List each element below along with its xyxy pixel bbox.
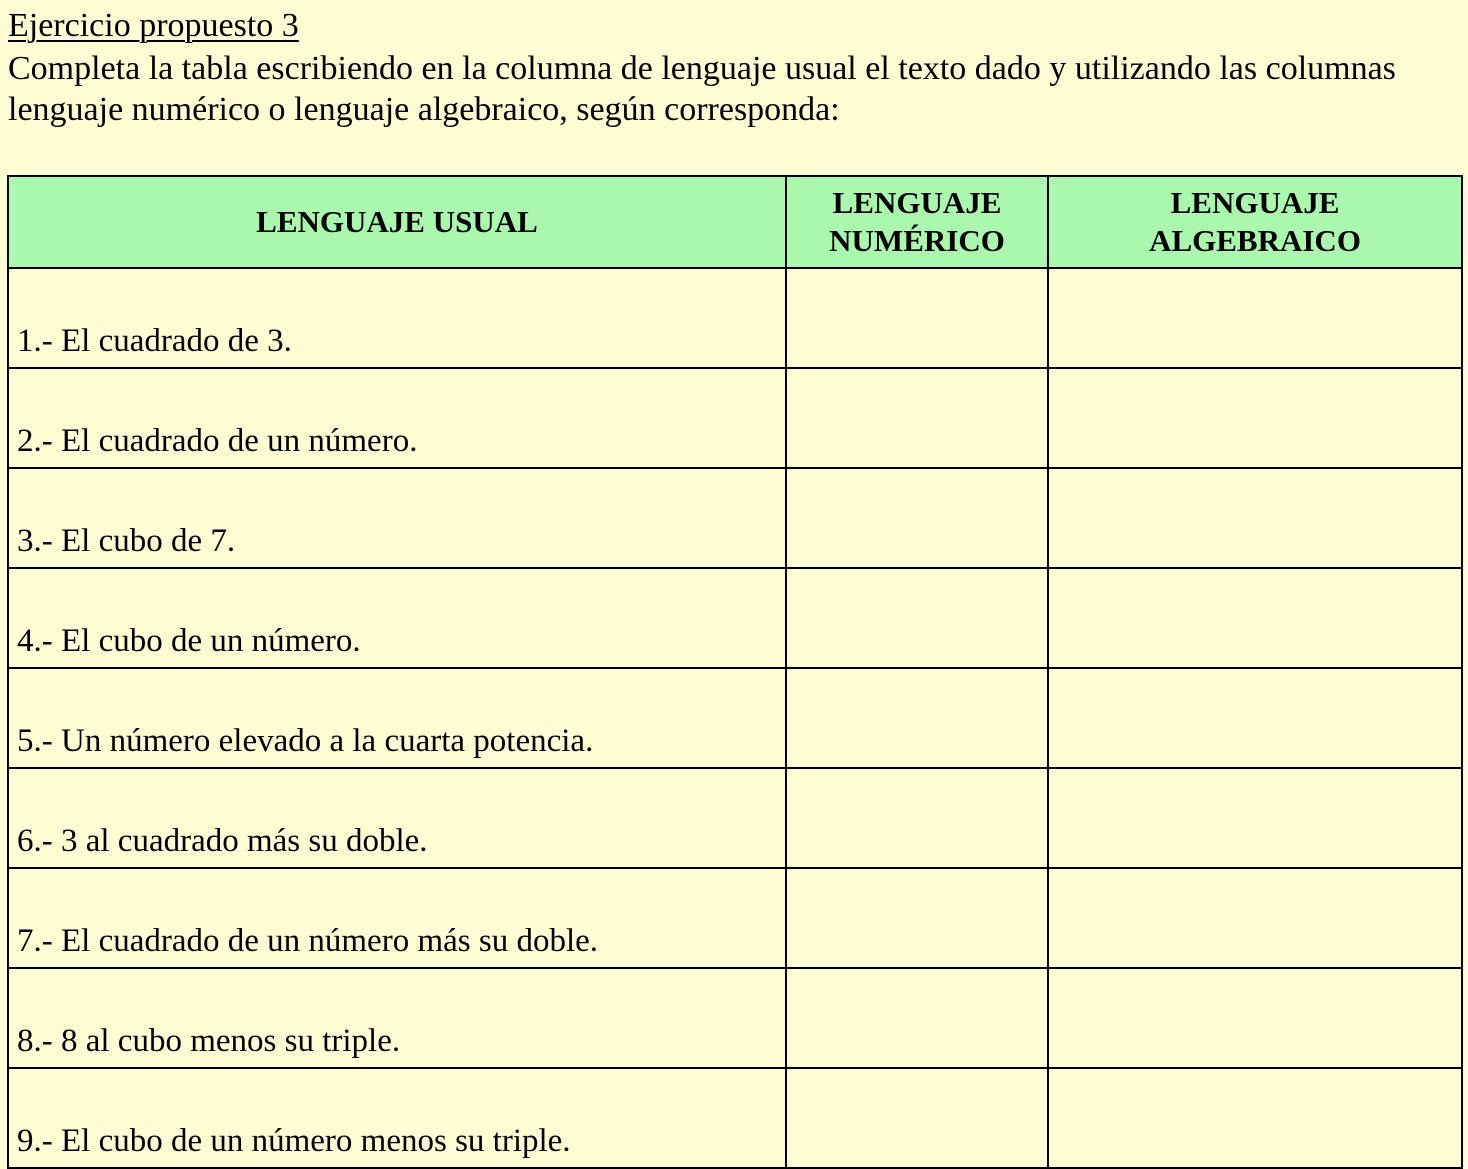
usual-cell: 4.- El cubo de un número. bbox=[8, 568, 786, 668]
numeric-answer-cell[interactable] bbox=[786, 968, 1048, 1068]
exercise-instructions: Completa la tabla escribiendo en la columna de lenguaje usual el texto dado y utilizando las columnas lenguaje numérico o lenguaje algebraico, según corresponda: bbox=[8, 50, 1396, 128]
table-row bbox=[8, 768, 1462, 868]
usual-cell: 2.- El cuadrado de un número. bbox=[8, 368, 786, 468]
algebraic-answer-cell[interactable] bbox=[1048, 668, 1462, 768]
table-row bbox=[8, 668, 1462, 768]
algebraic-answer-cell[interactable] bbox=[1048, 968, 1462, 1068]
numeric-answer-cell[interactable] bbox=[786, 568, 1048, 668]
algebraic-answer-cell[interactable] bbox=[1048, 268, 1462, 368]
algebraic-answer-cell[interactable] bbox=[1048, 868, 1462, 968]
exercise-title: Ejercicio propuesto 3 bbox=[8, 7, 299, 44]
table-header-row bbox=[8, 176, 1462, 268]
header-lenguaje-numerico bbox=[786, 176, 1048, 268]
header-lenguaje-algebraico-line1: LENGUAJE bbox=[1170, 185, 1340, 220]
table-row bbox=[8, 1068, 1462, 1168]
algebraic-answer-cell[interactable] bbox=[1048, 568, 1462, 668]
algebraic-answer-cell[interactable] bbox=[1048, 468, 1462, 568]
algebraic-answer-cell[interactable] bbox=[1048, 1068, 1462, 1168]
header-lenguaje-usual-label: LENGUAJE USUAL bbox=[256, 204, 538, 239]
header-lenguaje-usual bbox=[8, 176, 786, 268]
numeric-answer-cell[interactable] bbox=[786, 468, 1048, 568]
usual-cell: 1.- El cuadrado de 3. bbox=[8, 268, 786, 368]
numeric-answer-cell[interactable] bbox=[786, 768, 1048, 868]
usual-cell: 5.- Un número elevado a la cuarta potencia. bbox=[8, 668, 786, 768]
exercise-table bbox=[7, 175, 1463, 1169]
usual-cell: 3.- El cubo de 7. bbox=[8, 468, 786, 568]
table-row bbox=[8, 568, 1462, 668]
algebraic-answer-cell[interactable] bbox=[1048, 768, 1462, 868]
numeric-answer-cell[interactable] bbox=[786, 668, 1048, 768]
header-lenguaje-numerico-line2: NUMÉRICO bbox=[829, 223, 1005, 258]
table-row bbox=[8, 368, 1462, 468]
numeric-answer-cell[interactable] bbox=[786, 268, 1048, 368]
usual-cell: 9.- El cubo de un número menos su triple. bbox=[8, 1068, 786, 1168]
table-row bbox=[8, 868, 1462, 968]
header-lenguaje-algebraico bbox=[1048, 176, 1462, 268]
usual-cell: 7.- El cuadrado de un número más su doble. bbox=[8, 868, 786, 968]
numeric-answer-cell[interactable] bbox=[786, 368, 1048, 468]
usual-cell: 8.- 8 al cubo menos su triple. bbox=[8, 968, 786, 1068]
table-row bbox=[8, 268, 1462, 368]
numeric-answer-cell[interactable] bbox=[786, 1068, 1048, 1168]
table-row bbox=[8, 968, 1462, 1068]
usual-cell: 6.- 3 al cuadrado más su doble. bbox=[8, 768, 786, 868]
header-lenguaje-numerico-line1: LENGUAJE bbox=[832, 185, 1002, 220]
header-lenguaje-algebraico-line2: ALGEBRAICO bbox=[1149, 223, 1361, 258]
numeric-answer-cell[interactable] bbox=[786, 868, 1048, 968]
algebraic-answer-cell[interactable] bbox=[1048, 368, 1462, 468]
table-row bbox=[8, 468, 1462, 568]
